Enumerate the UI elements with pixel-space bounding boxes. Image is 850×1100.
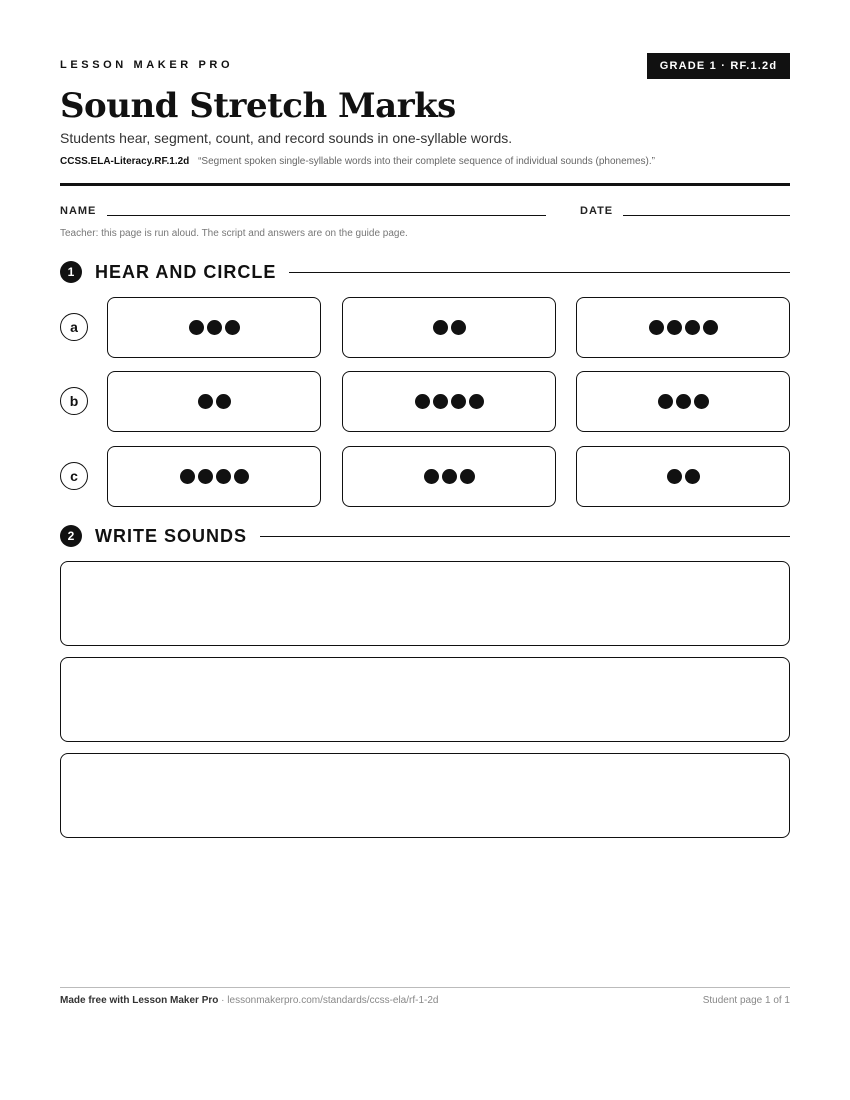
sound-dot: [667, 320, 682, 335]
row-letter: b: [60, 387, 88, 415]
section-number: 1: [60, 261, 82, 283]
sound-dot: [433, 320, 448, 335]
write-sounds-box[interactable]: [60, 753, 790, 838]
header-divider: [60, 183, 790, 186]
sound-dot: [189, 320, 204, 335]
sound-dot: [658, 394, 673, 409]
sound-dot: [180, 469, 195, 484]
sound-dot: [415, 394, 430, 409]
sound-dot: [424, 469, 439, 484]
sound-card[interactable]: [342, 371, 556, 432]
section-title: WRITE SOUNDS: [95, 525, 248, 546]
sound-card[interactable]: [107, 446, 321, 507]
grade-badge: GRADE 1 · RF.1.2d: [647, 53, 790, 79]
sound-dot: [667, 469, 682, 484]
row-letter: c: [60, 462, 88, 490]
sound-dot: [649, 320, 664, 335]
sound-dot: [676, 394, 691, 409]
section-divider: [289, 272, 790, 273]
sound-dot: [433, 394, 448, 409]
write-sounds-box[interactable]: [60, 561, 790, 646]
sound-card[interactable]: [342, 297, 556, 358]
sound-dot: [216, 469, 231, 484]
section-title: HEAR AND CIRCLE: [95, 261, 277, 282]
sound-dot: [685, 320, 700, 335]
teacher-note: Teacher: this page is run aloud. The script and answers are on the guide page.: [60, 228, 408, 239]
footer-divider: [60, 987, 790, 988]
page-title: Sound Stretch Marks: [60, 86, 456, 126]
standard-text: “Segment spoken single-syllable words into their complete sequence of individual sounds (phonemes).”: [198, 156, 655, 167]
page-subtitle: Students hear, segment, count, and record sounds in one-syllable words.: [60, 130, 513, 146]
footer-page-number: Student page 1 of 1: [702, 995, 790, 1006]
sound-dot: [469, 394, 484, 409]
footer-separator: ·: [218, 995, 228, 1006]
sound-card[interactable]: [576, 297, 790, 358]
sound-dot: [451, 394, 466, 409]
section-number: 2: [60, 525, 82, 547]
date-field[interactable]: [623, 215, 790, 216]
sound-dot: [198, 469, 213, 484]
brand-name: LESSON MAKER PRO: [60, 59, 234, 71]
sound-dot: [442, 469, 457, 484]
date-label: DATE: [580, 205, 614, 217]
sound-card[interactable]: [107, 371, 321, 432]
sound-dot: [694, 394, 709, 409]
standard-line: [60, 156, 655, 167]
sound-dot: [460, 469, 475, 484]
footer-credit: [60, 995, 438, 1006]
name-label: NAME: [60, 205, 97, 217]
sound-card[interactable]: [576, 446, 790, 507]
section-divider: [260, 536, 790, 537]
sound-dot: [198, 394, 213, 409]
sound-card[interactable]: [107, 297, 321, 358]
sound-dot: [234, 469, 249, 484]
sound-dot: [225, 320, 240, 335]
row-letter: a: [60, 313, 88, 341]
sound-dot: [207, 320, 222, 335]
section-write-sounds-header: [60, 523, 790, 549]
sound-dot: [216, 394, 231, 409]
sound-card[interactable]: [342, 446, 556, 507]
sound-dot: [703, 320, 718, 335]
name-field[interactable]: [107, 215, 546, 216]
footer-made-with: Made free with Lesson Maker Pro: [60, 995, 219, 1006]
sound-card[interactable]: [576, 371, 790, 432]
write-sounds-box[interactable]: [60, 657, 790, 742]
sound-dot: [451, 320, 466, 335]
standard-code: CCSS.ELA-Literacy.RF.1.2d: [60, 156, 190, 167]
section-hear-and-circle-header: [60, 259, 790, 285]
footer-url[interactable]: lessonmakerpro.com/standards/ccss-ela/rf-1-2d: [227, 995, 439, 1006]
sound-dot: [685, 469, 700, 484]
